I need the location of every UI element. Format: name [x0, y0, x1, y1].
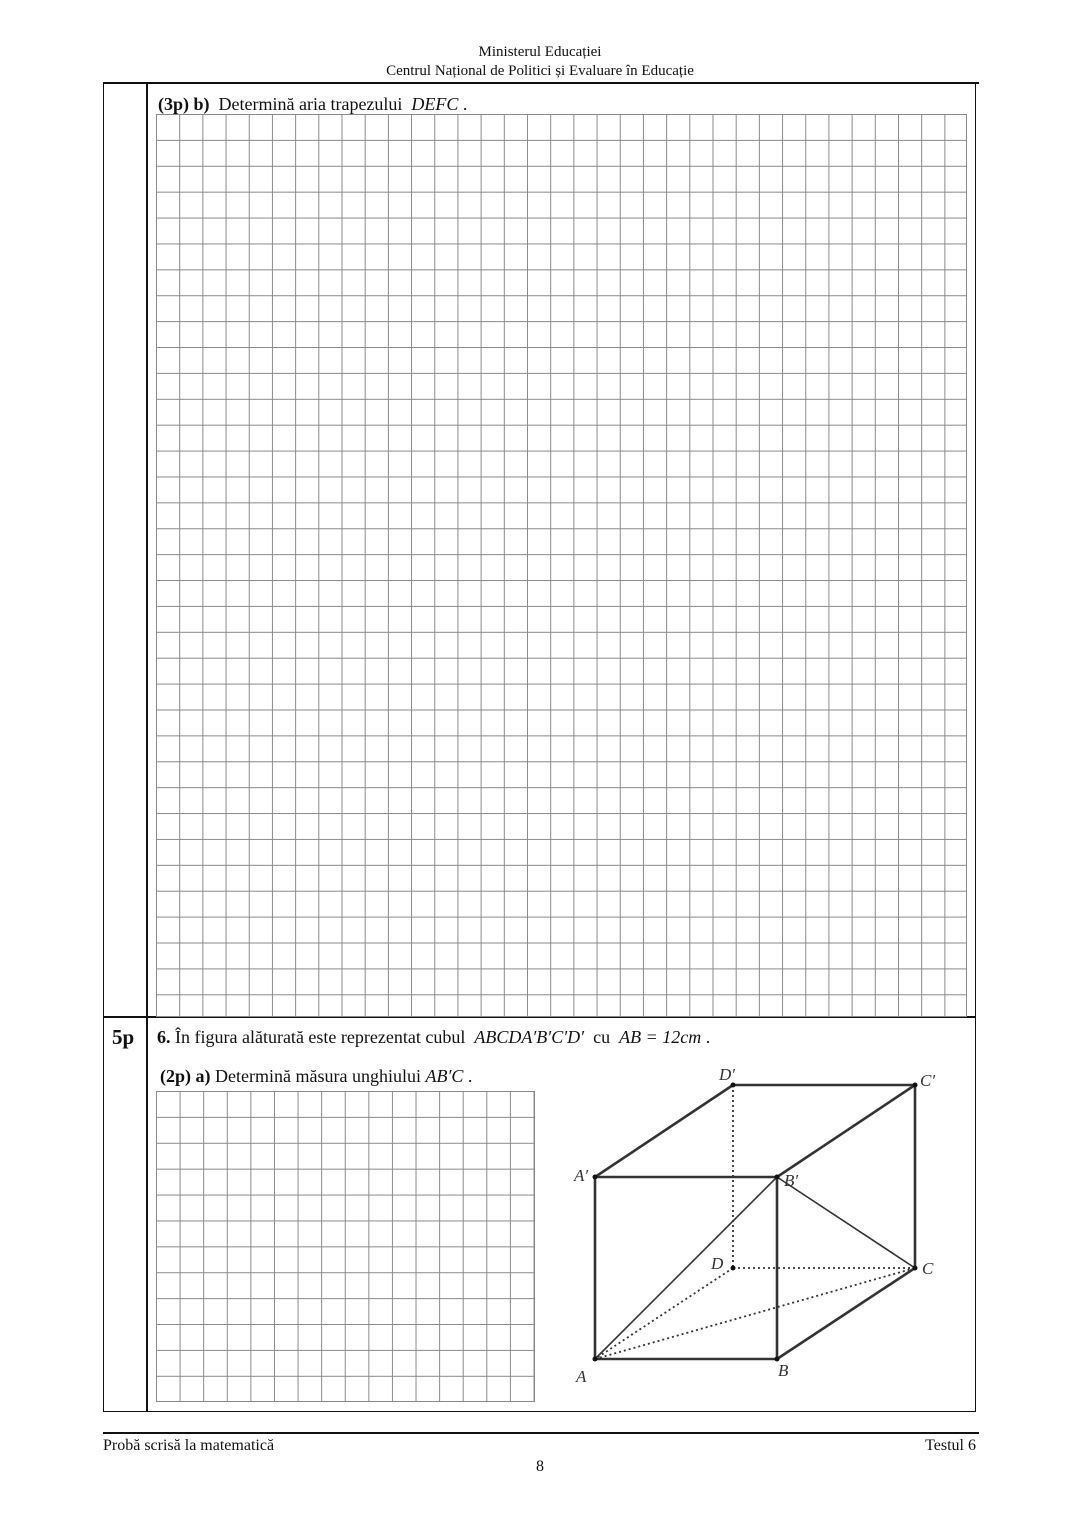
- q6-cube: ABCDA′B′C′D′: [474, 1027, 585, 1047]
- q5b-text: Determină aria trapezului: [218, 94, 403, 114]
- q6-cu: cu: [593, 1027, 611, 1047]
- header-ministry: Ministerul Educației: [478, 44, 602, 60]
- label-b1: B′: [784, 1171, 799, 1190]
- q6a-text: Determină măsura unghiului: [215, 1066, 421, 1086]
- label-d: D: [711, 1254, 724, 1273]
- label-a1: A′: [574, 1166, 589, 1185]
- label-d1: D′: [719, 1065, 735, 1084]
- q6a-angle: AB′C: [425, 1066, 464, 1086]
- hidden-edge-ad: [595, 1268, 733, 1359]
- vertex-c: [913, 1266, 918, 1271]
- answer-grid-6a[interactable]: [156, 1091, 535, 1402]
- label-c: C: [922, 1259, 934, 1278]
- edge-cb: [777, 1268, 915, 1359]
- footer-subject: Probă scrisă la matematică: [103, 1437, 275, 1454]
- question-5b: [158, 94, 467, 115]
- answer-grid-5b[interactable]: [156, 114, 967, 1017]
- vertex-a: [593, 1357, 598, 1362]
- question-6: [157, 1027, 710, 1048]
- cube-figure: [560, 1060, 960, 1390]
- q6-text: În figura alăturată este reprezentat cubul: [175, 1027, 466, 1047]
- edge-a1d1: [595, 1085, 733, 1177]
- q5b-figure: DEFC: [411, 94, 459, 114]
- q6-end: .: [705, 1027, 711, 1047]
- q5b-end: .: [462, 94, 468, 114]
- vertex-c1: [913, 1083, 918, 1088]
- diagonal-b1c: [777, 1177, 915, 1268]
- q6-condition: AB = 12cm: [619, 1027, 702, 1047]
- label-a: A: [576, 1367, 587, 1386]
- vertex-a1: [593, 1175, 598, 1180]
- hidden-diagonal-ac: [595, 1268, 915, 1359]
- q6a-end: .: [467, 1066, 473, 1086]
- vertex-d: [731, 1266, 736, 1271]
- header-center: Centrul Național de Politici și Evaluare în Educație: [386, 63, 694, 79]
- footer-rule: [103, 1432, 979, 1434]
- label-b: B: [778, 1361, 789, 1380]
- footer-test: Testul 6: [925, 1437, 976, 1454]
- vertex-b1: [775, 1175, 780, 1180]
- q5b-points: (3p) b): [158, 94, 210, 114]
- q6a-points: (2p) a): [160, 1066, 211, 1086]
- q6-score: 5p: [112, 1025, 135, 1049]
- label-c1: C′: [920, 1071, 936, 1090]
- q6-number: 6.: [157, 1027, 171, 1047]
- question-6a: [160, 1066, 472, 1087]
- page-number: 8: [536, 1458, 544, 1475]
- edge-c1b1: [777, 1085, 915, 1177]
- score-column-divider: [146, 84, 148, 1412]
